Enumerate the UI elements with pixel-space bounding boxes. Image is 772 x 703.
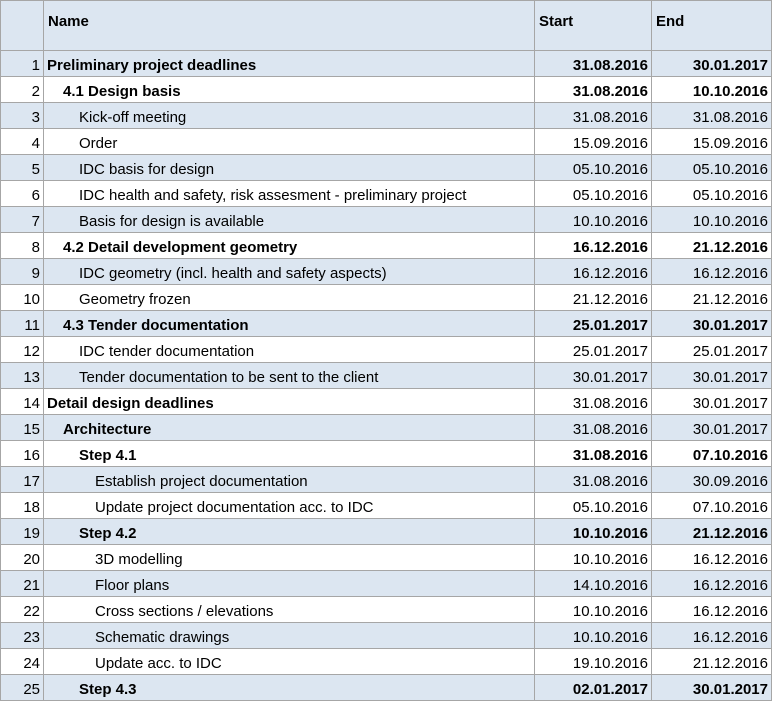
- table-row[interactable]: [1, 103, 772, 129]
- task-name-cell[interactable]: Cross sections / elevations: [44, 597, 535, 623]
- row-number[interactable]: 20: [1, 545, 44, 571]
- end-date-cell[interactable]: 10.10.2016: [652, 207, 772, 233]
- row-number[interactable]: 13: [1, 363, 44, 389]
- end-date-cell[interactable]: 15.09.2016: [652, 129, 772, 155]
- start-date-cell[interactable]: 10.10.2016: [535, 207, 652, 233]
- table-row[interactable]: [1, 207, 772, 233]
- task-name-cell[interactable]: 3D modelling: [44, 545, 535, 571]
- start-date-cell[interactable]: 31.08.2016: [535, 51, 652, 77]
- table-row[interactable]: [1, 441, 772, 467]
- start-date-cell[interactable]: 10.10.2016: [535, 623, 652, 649]
- table-row[interactable]: [1, 493, 772, 519]
- start-date-cell[interactable]: 05.10.2016: [535, 155, 652, 181]
- table-row[interactable]: [1, 129, 772, 155]
- end-date-cell[interactable]: 21.12.2016: [652, 285, 772, 311]
- task-name-cell[interactable]: Detail design deadlines: [44, 389, 535, 415]
- task-name-cell[interactable]: Step 4.1: [44, 441, 535, 467]
- table-row[interactable]: [1, 415, 772, 441]
- start-date-cell[interactable]: 02.01.2017: [535, 675, 652, 701]
- start-date-cell[interactable]: 31.08.2016: [535, 467, 652, 493]
- task-name-cell[interactable]: Kick-off meeting: [44, 103, 535, 129]
- end-date-cell[interactable]: 30.01.2017: [652, 675, 772, 701]
- task-name-cell[interactable]: Establish project documentation: [44, 467, 535, 493]
- row-number[interactable]: 2: [1, 77, 44, 103]
- row-number[interactable]: 19: [1, 519, 44, 545]
- end-date-cell[interactable]: 16.12.2016: [652, 597, 772, 623]
- table-row[interactable]: [1, 181, 772, 207]
- task-name-cell[interactable]: Geometry frozen: [44, 285, 535, 311]
- row-number[interactable]: 5: [1, 155, 44, 181]
- row-number[interactable]: 24: [1, 649, 44, 675]
- end-date-cell[interactable]: 30.01.2017: [652, 51, 772, 77]
- task-name-cell[interactable]: 4.2 Detail development geometry: [44, 233, 535, 259]
- task-name-cell[interactable]: 4.1 Design basis: [44, 77, 535, 103]
- table-row[interactable]: [1, 649, 772, 675]
- end-date-cell[interactable]: 16.12.2016: [652, 623, 772, 649]
- table-row[interactable]: [1, 51, 772, 77]
- task-name-cell[interactable]: Floor plans: [44, 571, 535, 597]
- row-number[interactable]: 25: [1, 675, 44, 701]
- start-date-cell[interactable]: 31.08.2016: [535, 415, 652, 441]
- task-name-cell[interactable]: Basis for design is available: [44, 207, 535, 233]
- row-number[interactable]: 8: [1, 233, 44, 259]
- task-name-cell[interactable]: IDC geometry (incl. health and safety aspects): [44, 259, 535, 285]
- start-date-cell[interactable]: 31.08.2016: [535, 103, 652, 129]
- end-date-cell[interactable]: 07.10.2016: [652, 493, 772, 519]
- table-row[interactable]: [1, 467, 772, 493]
- task-name-cell[interactable]: IDC basis for design: [44, 155, 535, 181]
- task-name-cell[interactable]: Update acc. to IDC: [44, 649, 535, 675]
- start-date-cell[interactable]: 31.08.2016: [535, 77, 652, 103]
- table-row[interactable]: [1, 311, 772, 337]
- start-date-cell[interactable]: 10.10.2016: [535, 597, 652, 623]
- task-name-cell[interactable]: Preliminary project deadlines: [44, 51, 535, 77]
- start-date-cell[interactable]: 16.12.2016: [535, 233, 652, 259]
- row-number[interactable]: 23: [1, 623, 44, 649]
- end-date-cell[interactable]: 05.10.2016: [652, 181, 772, 207]
- row-number[interactable]: 4: [1, 129, 44, 155]
- end-date-cell[interactable]: 16.12.2016: [652, 571, 772, 597]
- start-column-header[interactable]: Start: [535, 1, 652, 51]
- table-row[interactable]: [1, 233, 772, 259]
- end-date-cell[interactable]: 30.09.2016: [652, 467, 772, 493]
- start-date-cell[interactable]: 10.10.2016: [535, 519, 652, 545]
- start-date-cell[interactable]: 05.10.2016: [535, 493, 652, 519]
- end-date-cell[interactable]: 16.12.2016: [652, 545, 772, 571]
- end-date-cell[interactable]: 05.10.2016: [652, 155, 772, 181]
- task-name-cell[interactable]: Tender documentation to be sent to the client: [44, 363, 535, 389]
- row-number[interactable]: 22: [1, 597, 44, 623]
- table-row[interactable]: [1, 77, 772, 103]
- task-name-cell[interactable]: Update project documentation acc. to IDC: [44, 493, 535, 519]
- task-name-cell[interactable]: IDC health and safety, risk assesment - preliminary project: [44, 181, 535, 207]
- task-name-cell[interactable]: Order: [44, 129, 535, 155]
- table-row[interactable]: [1, 259, 772, 285]
- table-row[interactable]: [1, 155, 772, 181]
- header-row: [1, 1, 772, 51]
- row-number[interactable]: 21: [1, 571, 44, 597]
- end-date-cell[interactable]: 16.12.2016: [652, 259, 772, 285]
- row-number[interactable]: 14: [1, 389, 44, 415]
- table-row[interactable]: [1, 519, 772, 545]
- start-date-cell[interactable]: 31.08.2016: [535, 389, 652, 415]
- table-row[interactable]: [1, 675, 772, 701]
- end-date-cell[interactable]: 21.12.2016: [652, 649, 772, 675]
- table-row[interactable]: [1, 571, 772, 597]
- row-number[interactable]: 10: [1, 285, 44, 311]
- start-date-cell[interactable]: 21.12.2016: [535, 285, 652, 311]
- start-date-cell[interactable]: 31.08.2016: [535, 441, 652, 467]
- end-date-cell[interactable]: 25.01.2017: [652, 337, 772, 363]
- row-number[interactable]: 11: [1, 311, 44, 337]
- name-column-header[interactable]: Name: [44, 1, 535, 51]
- row-number[interactable]: 15: [1, 415, 44, 441]
- task-name-cell[interactable]: Step 4.3: [44, 675, 535, 701]
- end-date-cell[interactable]: 21.12.2016: [652, 519, 772, 545]
- row-number[interactable]: 12: [1, 337, 44, 363]
- end-date-cell[interactable]: 07.10.2016: [652, 441, 772, 467]
- start-date-cell[interactable]: 10.10.2016: [535, 545, 652, 571]
- table-body: [1, 51, 772, 701]
- row-number-header[interactable]: [1, 1, 44, 51]
- start-date-cell[interactable]: 19.10.2016: [535, 649, 652, 675]
- task-name-cell[interactable]: 4.3 Tender documentation: [44, 311, 535, 337]
- start-date-cell[interactable]: 05.10.2016: [535, 181, 652, 207]
- task-name-cell[interactable]: IDC tender documentation: [44, 337, 535, 363]
- end-date-cell[interactable]: 10.10.2016: [652, 77, 772, 103]
- table-row[interactable]: [1, 337, 772, 363]
- task-name-cell[interactable]: Schematic drawings: [44, 623, 535, 649]
- start-date-cell[interactable]: 25.01.2017: [535, 337, 652, 363]
- row-number[interactable]: 7: [1, 207, 44, 233]
- start-date-cell[interactable]: 16.12.2016: [535, 259, 652, 285]
- row-number[interactable]: 17: [1, 467, 44, 493]
- table-row[interactable]: [1, 285, 772, 311]
- start-date-cell[interactable]: 14.10.2016: [535, 571, 652, 597]
- row-number[interactable]: 9: [1, 259, 44, 285]
- row-number[interactable]: 3: [1, 103, 44, 129]
- table-row[interactable]: [1, 389, 772, 415]
- end-date-cell[interactable]: 31.08.2016: [652, 103, 772, 129]
- table-row[interactable]: [1, 597, 772, 623]
- end-date-cell[interactable]: 30.01.2017: [652, 389, 772, 415]
- end-date-cell[interactable]: 30.01.2017: [652, 311, 772, 337]
- end-column-header[interactable]: End: [652, 1, 772, 51]
- end-date-cell[interactable]: 30.01.2017: [652, 363, 772, 389]
- start-date-cell[interactable]: 15.09.2016: [535, 129, 652, 155]
- table-row[interactable]: [1, 363, 772, 389]
- task-name-cell[interactable]: Architecture: [44, 415, 535, 441]
- row-number[interactable]: 18: [1, 493, 44, 519]
- end-date-cell[interactable]: 21.12.2016: [652, 233, 772, 259]
- row-number[interactable]: 6: [1, 181, 44, 207]
- table-row[interactable]: [1, 545, 772, 571]
- row-number[interactable]: 1: [1, 51, 44, 77]
- task-name-cell[interactable]: Step 4.2: [44, 519, 535, 545]
- start-date-cell[interactable]: 25.01.2017: [535, 311, 652, 337]
- table-row[interactable]: [1, 623, 772, 649]
- row-number[interactable]: 16: [1, 441, 44, 467]
- start-date-cell[interactable]: 30.01.2017: [535, 363, 652, 389]
- end-date-cell[interactable]: 30.01.2017: [652, 415, 772, 441]
